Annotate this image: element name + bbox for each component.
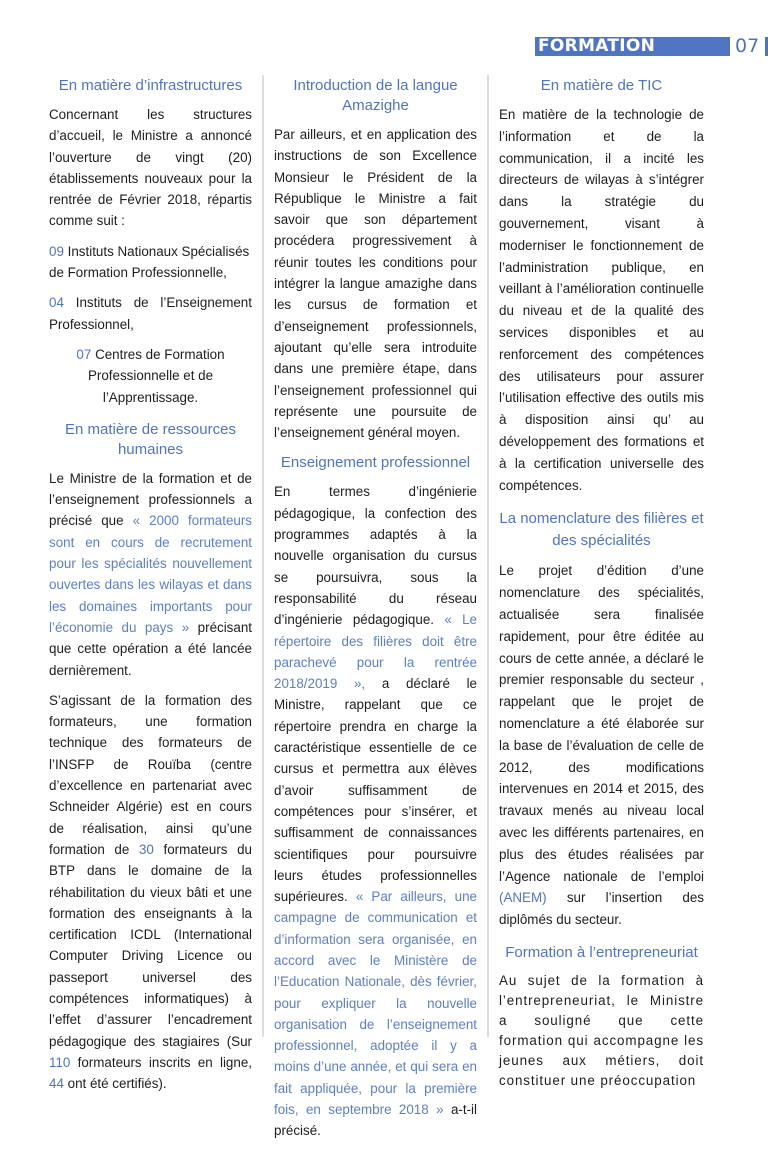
heading-infrastructures: En matière d’infrastructures (58, 77, 243, 94)
heading-nomenclature: La nomenclature des filières et des spécialités (499, 510, 704, 550)
heading-amazighe: Introduction de la langue Amazighe (293, 77, 458, 114)
item-label: Centres de Formation Professionnelle et de l’Apprentissage. (87, 346, 225, 405)
paragraph-nomenclature (499, 560, 704, 931)
quote: « Le répertoire des filières doit être parachevé pour la rentrée 2018/2019 », (274, 612, 477, 692)
paragraph-entrepreneuriat: Au sujet de la formation à l’entrepreneuriat, le Ministre a souligné que cette formation qui accompagne les jeunes aux métiers, doit constituer une préoccupation (499, 972, 704, 1088)
text: formateurs du BTP dans le domaine de la réhabilitation du vieux bâti et une formation des enseignants à la certification ICDL (International Computer Driving Licence ou passeport universel des compétences informatiques) à l’effet d’assurer l’encadrement pédagogique des stagiaires (Sur (49, 841, 252, 1049)
paragraph-rh-1 (49, 468, 252, 681)
item-label: Instituts Nationaux Spécialisés de Formation Professionnelle, (49, 243, 250, 281)
column-3 (499, 76, 704, 1100)
anem-acronym: (ANEM) (499, 890, 547, 906)
section-title: FORMATION (538, 36, 656, 56)
paragraph-infra-intro: Concernant les structures d’accueil, le Ministre a annoncé l’ouverture de vingt (20) établissements nouveaux pour la rentrée de Février 2018, répartis comme suit : (49, 107, 252, 229)
number-110: 110 (49, 1054, 71, 1070)
list-item (49, 292, 252, 335)
paragraph-enseignement-professionnel (274, 481, 477, 1141)
column-1 (49, 76, 252, 1103)
paragraph-amazighe: Par ailleurs, et en application des instructions de son Excellence Monsieur le Président de la République le Ministre a fait savoir que son département procédera progressivement à réunir toutes les conditions pour intégrer la langue amazighe dans les cursus de formation et d’enseignement professionnels, ajoutant qu’elle sera introduite dans une première étape, dans l’enseignement professionnel qui représente une poursuite de l’enseignement général moyen. (274, 127, 477, 441)
item-label: Instituts de l’Enseignement Professionnel, (49, 295, 252, 332)
text: S’agissant de la formation des formateurs, une formation technique des formateurs de l’INSFP de Rouïba (centre d’excellence en partenariat avec Schneider Algérie) est en cours de réalisation, ainsi qu’une formation de (49, 692, 252, 857)
text: Le Ministre de la formation et de l’enseignement professionnels a précisé que (49, 470, 252, 529)
paragraph-tic: En matière de la technologie de l’information et de la communication, il a incité les directeurs de wilayas à s’intégrer dans la stratégie du gouvernement, visant à moderniser le fonctionnement de l’administration publique, en veillant à l’amélioration continuelle du niveau et de la qualité des services disponibles et au renforcement des compétences des utilisateurs pour assurer l’utilisation effective des outils mis à disposition ainsi qu’ au développement des formations et à la certification universelle des compétences. (499, 107, 704, 493)
heading-enseignement-professionnel: Enseignement professionnel (280, 454, 471, 472)
column-divider (487, 75, 489, 1037)
text: précisant que cette opération a été lancée dernièrement. (49, 619, 252, 678)
page-number: 07 (735, 35, 760, 57)
heading-ressources-humaines: En matière de ressources humaines (65, 420, 236, 458)
page-header (535, 37, 768, 56)
heading-entrepreneuriat: Formation à l’entrepreneuriat (505, 943, 698, 961)
text: formateurs inscrits en ligne, (70, 1054, 252, 1070)
number-44: 44 (49, 1076, 64, 1092)
text: En termes d’ingénierie pédagogique, la confection des programmes adaptés à la nouvelle organisation du cursus se poursuivra, sous la responsabilité du réseau d’ingénierie pédagogique. (274, 484, 477, 628)
bracket-left (726, 37, 730, 56)
column-2 (274, 76, 477, 1151)
text: a-t-il précisé. (274, 1102, 477, 1139)
heading-tic: En matière de TIC (540, 77, 663, 94)
paragraph-rh-2 (49, 690, 252, 1095)
quote: « 2000 formateurs sont en cours de recrutement pour les spécialités nouvellement ouvertes dans les wilayas et dans les domaines importants pour l’économie du pays » (49, 513, 252, 635)
text: a déclaré le Ministre, rappelant que ce répertoire prendra en charge la caractéristique essentielle de ce cursus et permettra aux élèves d’avoir suffisamment de compétences pour s’insérer, et suffisamment de connaissances scientifiques pour poursuivre leurs études professionnelles supérieures. (274, 676, 477, 905)
text: Le projet d’édition d’une nomenclature des spécialités, actualisée sera finalisée rapidement, pour être éditée au cours de cette année, a déclaré le premier responsable du secteur , rappelant que le projet de nomenclature a été élaborée sur la base de l’évaluation de celle de 2012, des modifications intervenues en 2014 et 2015, des travaux menés au niveau local avec les différents partenaires, en plus des études réalisées par l’Agence nationale de l’emploi (499, 563, 704, 884)
item-count: 09 (49, 243, 64, 259)
quote: « Par ailleurs, une campagne de communication et d’information sera organisée, en accord avec le Ministère de l’Education Nationale, dès février, pour expliquer la nouvelle organisation de l’enseignement professionnel, adoptée il y a moins d’une année, et qui sera en fait appliquée, pour la première fois, en septembre 2018 » (274, 889, 477, 1118)
number-30: 30 (138, 841, 154, 857)
text: ont été certifiés). (63, 1076, 167, 1092)
list-item (49, 344, 252, 408)
column-divider (262, 75, 264, 1037)
item-count: 04 (49, 295, 64, 311)
item-count: 07 (76, 346, 92, 362)
list-item (49, 241, 252, 284)
text: sur l’insertion des diplômés du secteur. (499, 890, 704, 928)
